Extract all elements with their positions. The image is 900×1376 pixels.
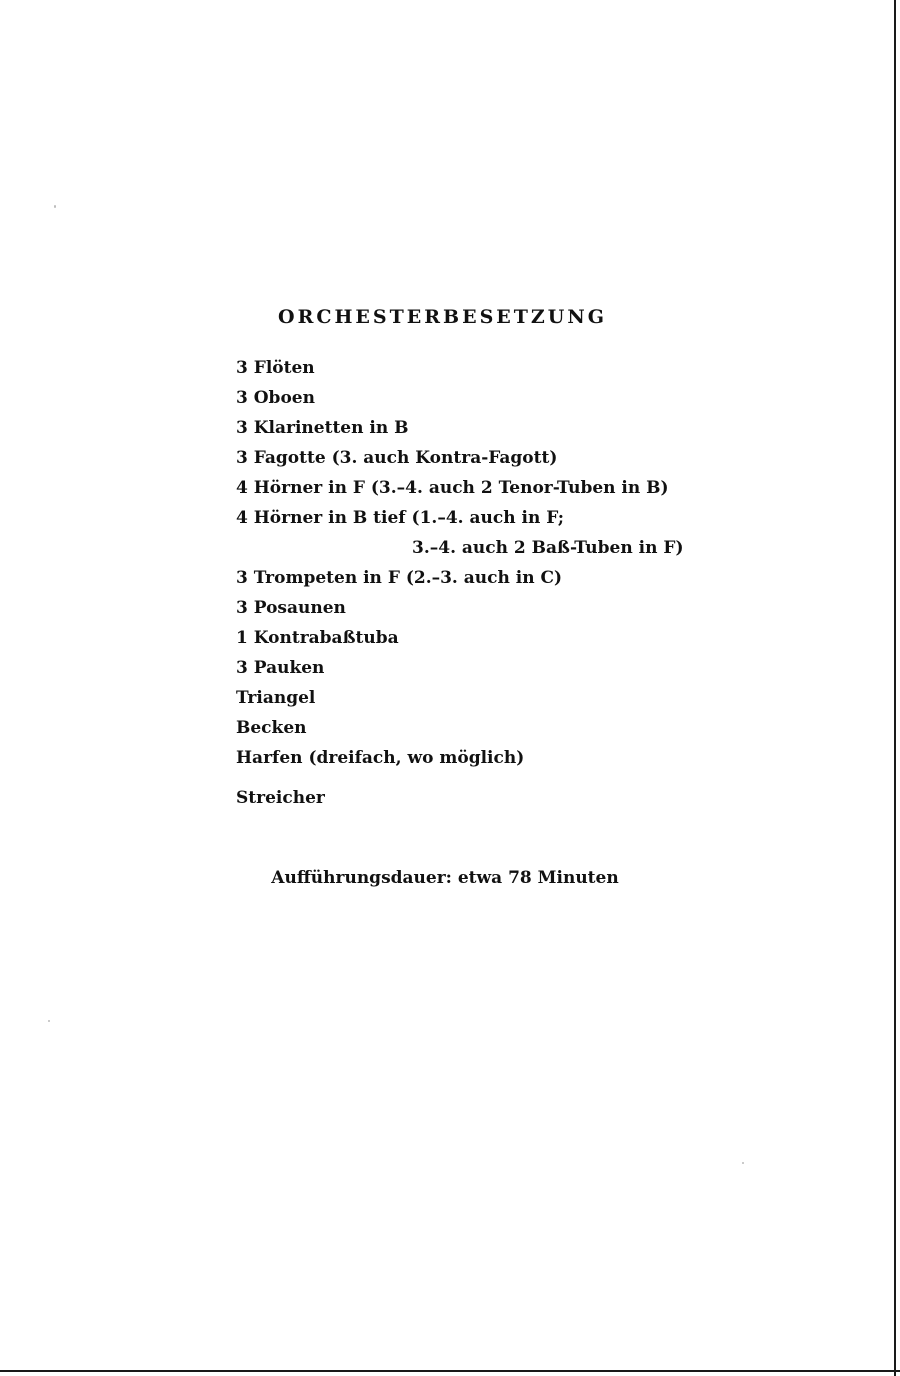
list-item: Harfen (dreifach, wo möglich) — [236, 748, 525, 768]
list-item: 3 Pauken — [236, 658, 325, 678]
instrument-list — [236, 353, 684, 813]
list-item: Streicher — [236, 788, 325, 808]
page-edge-bottom — [0, 1370, 900, 1372]
list-item: 4 Hörner in F (3.–4. auch 2 Tenor-Tuben in B) — [236, 478, 669, 498]
scan-speck — [54, 205, 56, 208]
page-edge-right — [894, 0, 896, 1376]
list-item-continuation: 3.–4. auch 2 Baß-Tuben in F) — [412, 538, 684, 558]
page-title: ORCHESTERBESETZUNG — [278, 306, 607, 328]
list-item: 3 Posaunen — [236, 598, 346, 618]
list-item: 1 Kontrabaßtuba — [236, 628, 399, 648]
list-item: 3 Klarinetten in B — [236, 418, 409, 438]
list-item: 3 Oboen — [236, 388, 315, 408]
list-item: 3 Flöten — [236, 358, 315, 378]
list-item: Becken — [236, 718, 307, 738]
list-item: 3 Trompeten in F (2.–3. auch in C) — [236, 568, 563, 588]
list-item: 3 Fagotte (3. auch Kontra-Fagott) — [236, 448, 558, 468]
list-item: Triangel — [236, 688, 316, 708]
list-item: 4 Hörner in B tief (1.–4. auch in F; — [236, 508, 564, 528]
performance-duration: Aufführungsdauer: etwa 78 Minuten — [271, 868, 619, 888]
scan-speck — [48, 1020, 50, 1022]
scan-speck — [742, 1162, 744, 1164]
